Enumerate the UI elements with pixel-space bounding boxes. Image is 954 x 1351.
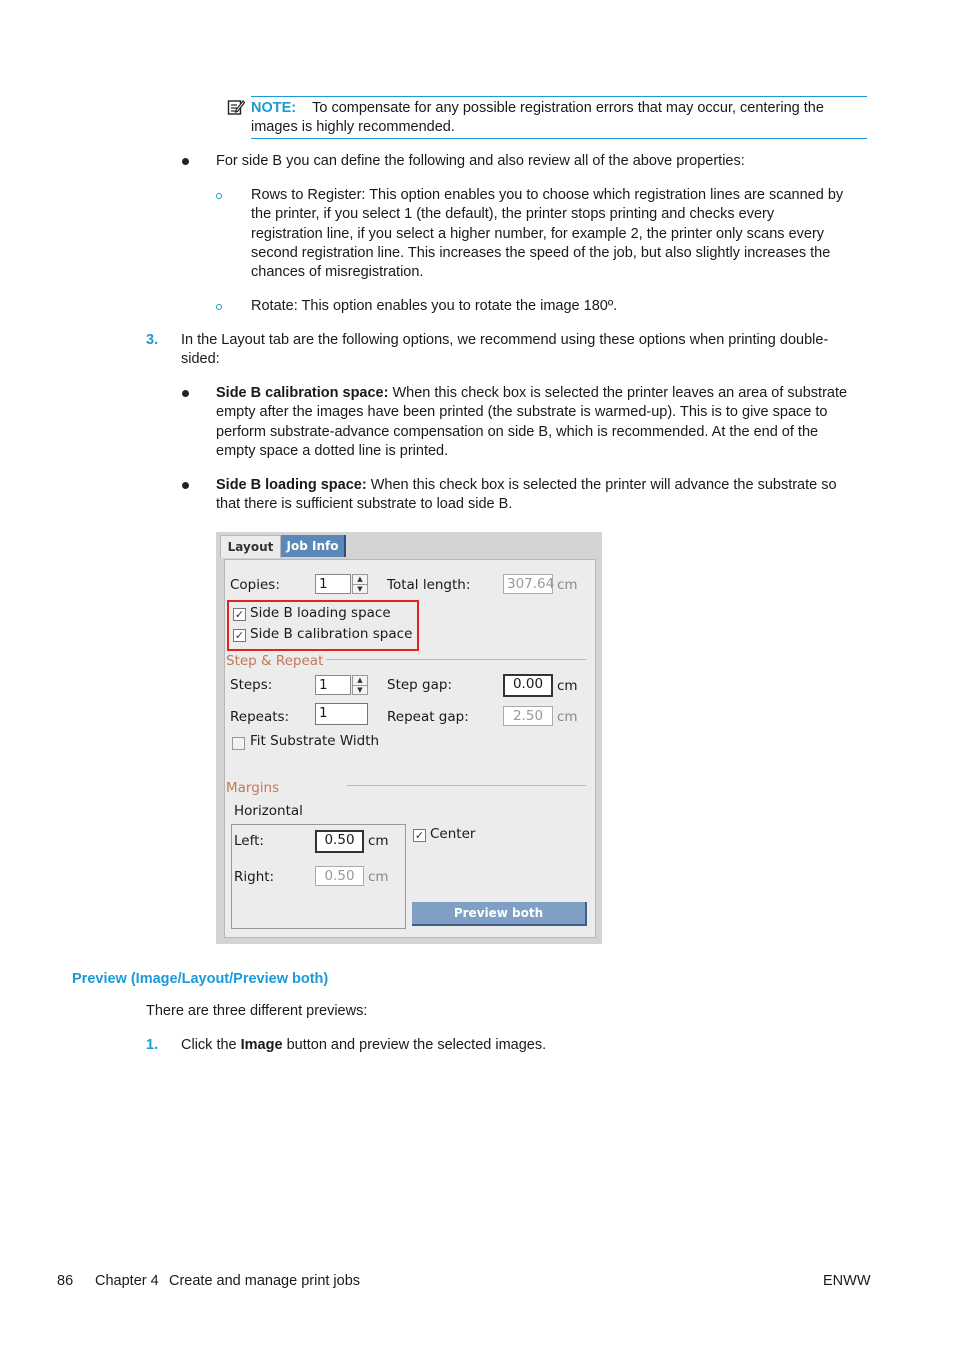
step-gap-input[interactable]: 0.00 bbox=[503, 674, 553, 697]
calibration-line3: perform substrate-advance compensation on side B, which is recommended. At the end of the bbox=[216, 424, 819, 440]
tab-job-info[interactable]: Job Info bbox=[281, 535, 346, 557]
rows-to-register-line1: Rows to Register: This option enables you to choose which registration lines are scanned by bbox=[251, 187, 844, 203]
rotate-text: Rotate: This option enables you to rotate the image 180º. bbox=[251, 298, 618, 314]
bullet-dot bbox=[182, 390, 189, 397]
loading-line2: that there is sufficient substrate to load side B. bbox=[216, 496, 513, 512]
repeat-gap-input: 2.50 bbox=[503, 706, 553, 726]
step-number-3: 3. bbox=[146, 332, 159, 348]
preview-heading: Preview (Image/Layout/Preview both) bbox=[72, 971, 329, 987]
tab-layout[interactable]: Layout bbox=[220, 535, 281, 558]
step1-after: button and preview the selected images. bbox=[282, 1037, 547, 1053]
side-b-intro: For side B you can define the following and also review all of the above properties: bbox=[216, 153, 745, 169]
layout-tab-content bbox=[224, 559, 596, 938]
right-margin-label: Right: bbox=[234, 869, 275, 885]
note-top-rule bbox=[251, 96, 867, 97]
total-length-unit: cm bbox=[557, 577, 578, 593]
note-text-line1: To compensate for any possible registration errors that may occur, centering the bbox=[312, 100, 824, 116]
step1-image-term: Image bbox=[240, 1037, 283, 1053]
side-b-calibration-checkbox[interactable]: ✓ bbox=[234, 629, 245, 642]
spin-down-icon[interactable]: ▼ bbox=[353, 685, 367, 695]
step-number-1: 1. bbox=[146, 1037, 159, 1053]
step-gap-unit: cm bbox=[557, 678, 578, 694]
repeats-input[interactable]: 1 bbox=[315, 703, 368, 725]
rows-to-register-line3: registration line, if you select a higher number, for example 2, the printer only scans every bbox=[251, 226, 825, 242]
loading-line1 bbox=[216, 476, 837, 495]
left-margin-label: Left: bbox=[234, 833, 264, 849]
layout-panel-screenshot bbox=[216, 532, 602, 944]
previews-intro: There are three different previews: bbox=[146, 1003, 368, 1019]
repeat-gap-label: Repeat gap: bbox=[387, 709, 469, 725]
repeat-gap-unit: cm bbox=[557, 709, 578, 725]
calibration-text: When this check box is selected the printer leaves an area of substrate bbox=[388, 385, 848, 401]
left-margin-input[interactable]: 0.50 bbox=[315, 830, 364, 853]
copies-input[interactable]: 1 bbox=[315, 574, 351, 594]
step-gap-label: Step gap: bbox=[387, 677, 452, 693]
center-label: Center bbox=[430, 826, 476, 842]
total-length-label: Total length: bbox=[387, 577, 471, 593]
loading-term: Side B loading space: bbox=[216, 477, 367, 493]
step-repeat-title: Step & Repeat bbox=[226, 653, 324, 669]
step3-line2: sided: bbox=[181, 351, 220, 367]
section-rule bbox=[326, 659, 586, 660]
step3-line1: In the Layout tab are the following options, we recommend using these options when printing double- bbox=[181, 332, 829, 348]
step1-before: Click the bbox=[181, 1037, 241, 1053]
horizontal-label: Horizontal bbox=[234, 803, 303, 819]
footer-chapter-title: Create and manage print jobs bbox=[169, 1273, 361, 1289]
copies-stepper[interactable] bbox=[352, 574, 368, 594]
side-b-loading-label: Side B loading space bbox=[250, 605, 391, 621]
left-margin-unit: cm bbox=[368, 833, 389, 849]
rows-to-register-line5: chances of misregistration. bbox=[251, 264, 424, 280]
side-b-calibration-label: Side B calibration space bbox=[250, 626, 413, 642]
total-length-input: 307.64 bbox=[503, 574, 553, 594]
sub-bullet-ring bbox=[216, 193, 222, 199]
margins-title: Margins bbox=[226, 780, 280, 796]
note-bottom-rule bbox=[251, 138, 867, 139]
calibration-line4: empty space a dotted line is printed. bbox=[216, 443, 449, 459]
section-rule bbox=[347, 785, 586, 786]
note-icon bbox=[227, 98, 245, 116]
steps-label: Steps: bbox=[230, 677, 273, 693]
copies-label: Copies: bbox=[230, 577, 280, 593]
fit-substrate-checkbox[interactable] bbox=[232, 737, 245, 750]
spin-down-icon[interactable]: ▼ bbox=[353, 584, 367, 594]
right-margin-input: 0.50 bbox=[315, 866, 364, 886]
footer-right: ENWW bbox=[823, 1273, 871, 1289]
rows-to-register-line4: second registration line. This increases the speed of the job, but also slightly increases the bbox=[251, 245, 831, 261]
note-label: NOTE: bbox=[251, 100, 297, 116]
note-first-line bbox=[251, 99, 824, 118]
fit-substrate-label: Fit Substrate Width bbox=[250, 733, 380, 749]
step1-text bbox=[181, 1036, 546, 1055]
right-margin-unit: cm bbox=[368, 869, 389, 885]
rows-to-register-line2: the printer, if you select 1 (the default), the printer stops printing and checks every bbox=[251, 206, 775, 222]
footer-page-number: 86 bbox=[57, 1273, 74, 1289]
side-b-loading-checkbox[interactable]: ✓ bbox=[234, 608, 245, 621]
calibration-line2: empty after the images have been printed (the substrate is warmed-up). This is to give space to bbox=[216, 404, 828, 420]
steps-input[interactable]: 1 bbox=[315, 675, 351, 695]
calibration-term: Side B calibration space: bbox=[216, 385, 389, 401]
bullet-dot bbox=[182, 158, 189, 165]
sub-bullet-ring bbox=[216, 304, 222, 310]
calibration-line1 bbox=[216, 384, 847, 403]
spin-up-icon[interactable]: ▲ bbox=[357, 575, 363, 583]
steps-stepper[interactable] bbox=[352, 675, 368, 695]
bullet-dot bbox=[182, 482, 189, 489]
repeats-label: Repeats: bbox=[230, 709, 290, 725]
footer-chapter: Chapter 4 bbox=[95, 1273, 159, 1289]
center-checkbox[interactable]: ✓ bbox=[414, 829, 425, 842]
note-text-line2: images is highly recommended. bbox=[251, 119, 455, 135]
preview-both-button[interactable]: Preview both bbox=[412, 902, 587, 926]
loading-text: When this check box is selected the printer will advance the substrate so bbox=[366, 477, 837, 493]
spin-up-icon[interactable]: ▲ bbox=[357, 676, 363, 684]
